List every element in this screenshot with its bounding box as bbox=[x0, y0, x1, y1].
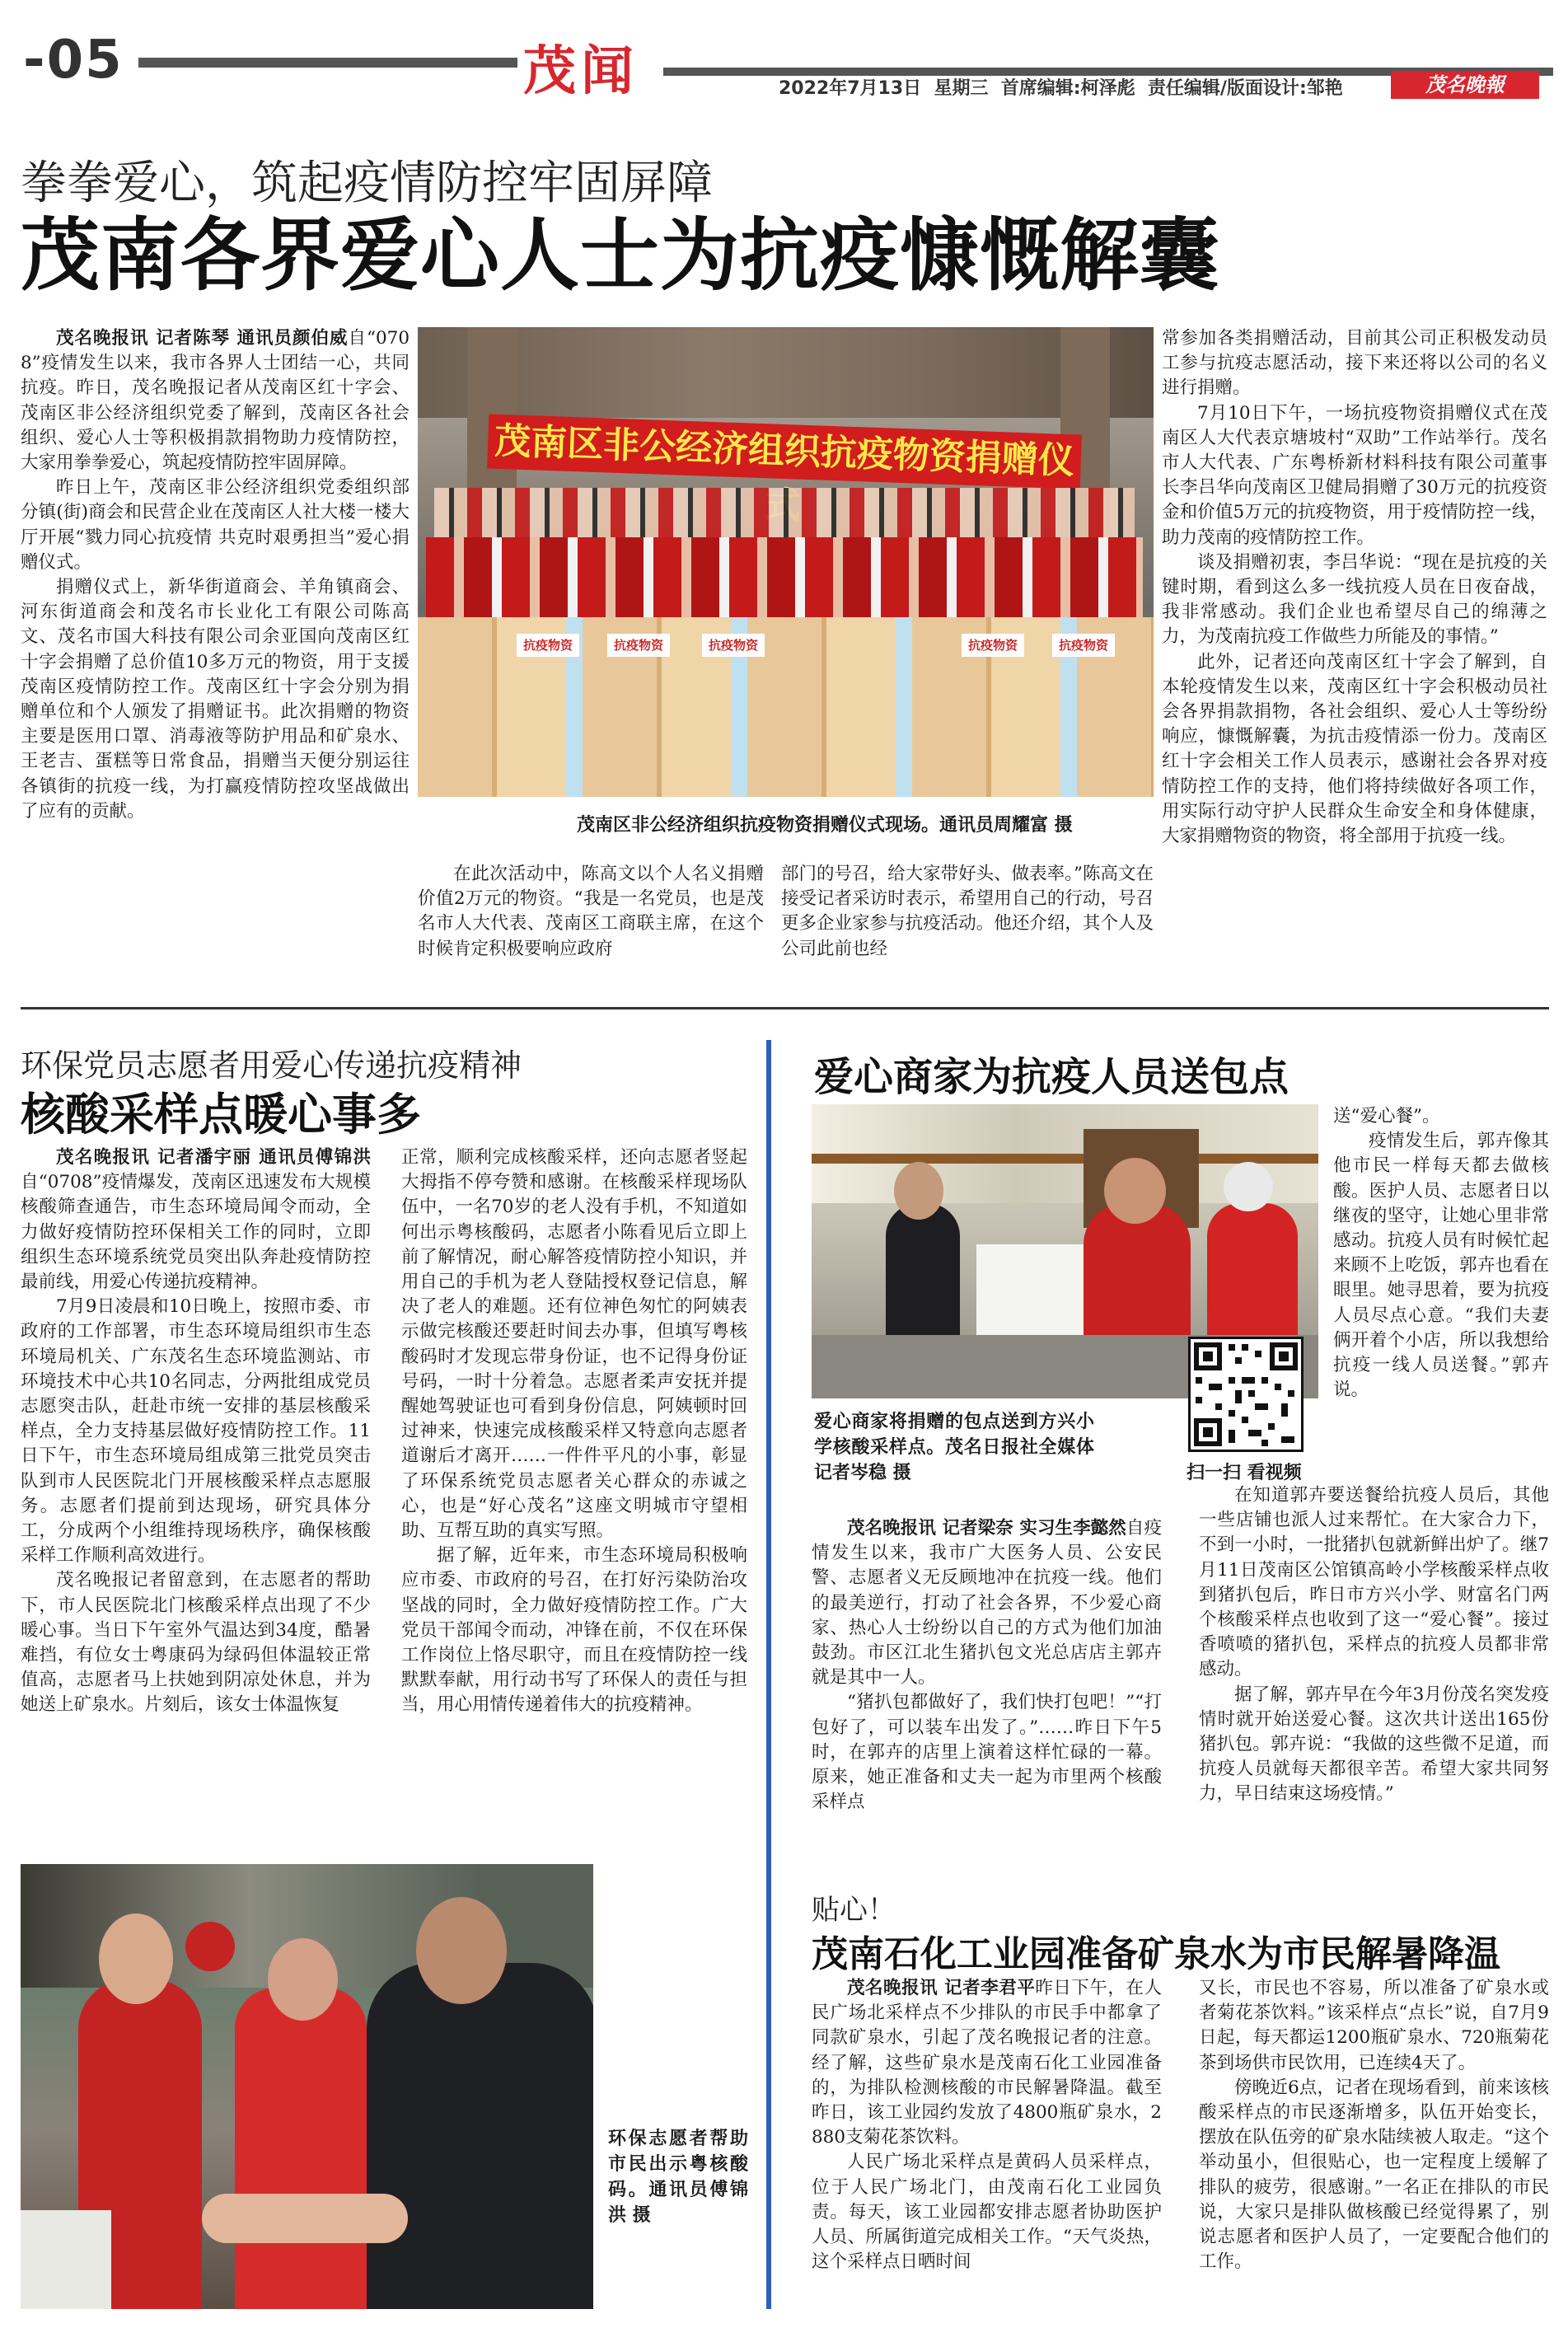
article1-col3 bbox=[781, 862, 1154, 962]
qr-label: 扫一扫 看视频 bbox=[1187, 1463, 1302, 1483]
box-label-1: 抗疫物资 bbox=[517, 634, 579, 657]
article2-byline: 茂名晚报讯 记者潘宇丽 通讯员傅锦洪 bbox=[56, 1147, 371, 1168]
article2-photo bbox=[21, 1864, 593, 2309]
divider-top bbox=[21, 1007, 1549, 1009]
article1-photo bbox=[418, 327, 1154, 797]
article4-col1-p1: 昨日下午，在人民广场北采样点不少排队的市民手中都拿了同款矿泉水，引起了茂名晚报记者的注意。经了解，这些矿泉水是茂南石化工业园准备的，为排队检测核酸的市民解暑降温。截至昨日，该工业园约发放了4800瓶矿泉水，2880支菊花茶饮料。 bbox=[812, 1978, 1162, 2148]
article2-headline: 核酸采样点暖心事多 bbox=[21, 1089, 421, 1141]
article3-headline: 爱心商家为抗疫人员送包点 bbox=[814, 1054, 1290, 1100]
article3-right-col-lower bbox=[1199, 1483, 1549, 1807]
article2-col1-p1: 自“0708”疫情爆发，茂南区迅速发布大规模核酸筛查通告，市生态环境局闻令而动，全力做好疫情防控环保相关工作的同时，立即组织生态环境系统党员突出队奔赴疫情防控最前线，用爱心传递抗疫精神。 bbox=[21, 1172, 371, 1293]
article3-right-col bbox=[1333, 1104, 1549, 1403]
article3-photo-caption: 爱心商家将捐赠的包点送到方兴小学核酸采样点。茂名日报社全媒体记者岑稳 摄 bbox=[814, 1412, 1094, 1483]
article1-col4 bbox=[1162, 326, 1547, 849]
article1-col2-text: 在此次活动中，陈高文以个人名义捐赠价值2万元的物资。“我是一名党员，也是茂名市人大代表、茂南区工商联主席，在这个时候肯定积极要响应政府 bbox=[418, 864, 764, 959]
article2-col2 bbox=[401, 1145, 747, 1718]
article1-col1-p3: 捐赠仪式上，新华街道商会、羊角镇商会、河东街道商会和茂名市长业化工有限公司陈高文、茂名市国大科技有限公司余亚国向茂南区红十字会捐赠了总价值10多万元的物资，用于支援茂南区疫情防控工作。茂南区红十字会分别为捐赠单位和个人颁发了捐赠证书。此次捐赠的物资主要是医用口罩、消毒液等防护用品和矿泉水、王老吉、蛋糕等日常食品，捐赠当天便分别运往各镇街的抗疫一线，为打赢疫情防控攻坚战做出了应有的贡献。 bbox=[21, 577, 410, 822]
article1-col4-p4: 此外，记者还向茂南区红十字会了解到，自本轮疫情发生以来，茂南区红十字会积极动员社会各界捐款捐物，各社会组织、爱心人士等纷纷响应，慷慨解囊，为抗击疫情添一份力。茂南区红十字会相关工作人员表示，感谢社会各界对疫情防控工作的支持，他们将持续做好各项工作，用实际行动守护人民群众生命安全和身体健康，大家捐赠物资的物资，将全部用于抗疫一线。 bbox=[1162, 651, 1547, 847]
box-label-3: 抗疫物资 bbox=[702, 634, 765, 657]
article2-col1-p2: 7月9日凌晨和10日晚上，按照市委、市政府的工作部署，市生态环境局组织市生态环境局机关、广东茂名生态环境监测站、市环境技术中心共10名同志，分两批组成党员志愿突击队，赶赴市统一安排的基层核酸采样点，全力支持基层做好疫情防控工作。11日下午，市生态环境局组成第三批党员突击队到市人民医院北门开展核酸采样点志愿服务。志愿者们提前到达现场，研究具体分工，分成两个小组维持现场秩序，确保核酸采样工作顺利高效进行。 bbox=[21, 1296, 371, 1567]
article3-right-p0: 送“爱心餐”。 bbox=[1333, 1106, 1440, 1127]
article1-kicker: 拳拳爱心，筑起疫情防控牢固屏障 bbox=[21, 157, 713, 210]
article1-col1-p1: 自“0708”疫情发生以来，我市各界人士团结一心，共同抗疫。昨日，茂名晚报记者从茂南区红十字会、茂南区非公经济组织党委了解到，茂南区各社会组织、爱心人士等积极捐款捐物助力疫情防控，大家用拳拳爱心，筑起疫情防控牢固屏障。 bbox=[21, 328, 410, 474]
article2-kicker: 环保党员志愿者用爱心传递抗疫精神 bbox=[21, 1047, 522, 1084]
page-number: -05 bbox=[23, 30, 124, 91]
box-label-5: 抗疫物资 bbox=[1052, 634, 1115, 657]
article1-col4-p3: 谈及捐赠初衷，李吕华说：“现在是抗疫的关键时期，看到这么多一线抗疫人员在日夜奋战，我非常感动。我们企业也希望尽自己的绵薄之力，为茂南抗疫工作做些力所能及的事情。” bbox=[1162, 551, 1547, 648]
article3-byline: 茂名晚报讯 记者梁奈 实习生李懿然 bbox=[847, 1518, 1126, 1539]
article1-col3-text: 部门的号召，给大家带好头、做表率。”陈高文在接受记者采访时表示，希望用自己的行动，号召更多企业家参与抗疫活动。他还介绍，其个人及公司此前也经 bbox=[781, 864, 1154, 959]
article4-col2-p1: 又长，市民也不容易，所以准备了矿泉水或者菊花茶饮料。”该采样点“点长”说，自7月9日起，每天都运1200瓶矿泉水、720瓶菊花茶到场供市民饮用，已连续4天了。 bbox=[1199, 1978, 1549, 2073]
qr-code-icon[interactable] bbox=[1188, 1337, 1304, 1452]
article1-col2 bbox=[418, 862, 764, 962]
article1-photo-caption: 茂南区非公经济组织抗疫物资捐赠仪式现场。通讯员周耀富 摄 bbox=[577, 815, 1073, 836]
article1-col1-p2: 昨日上午，茂南区非公经济组织党委组织部分镇(街)商会和民营企业在茂南区人社大楼一楼大厅开展“戮力同心抗疫情 共克时艰勇担当”爱心捐赠仪式。 bbox=[21, 477, 410, 573]
masthead-logo: 茂名晚報 bbox=[1391, 71, 1539, 99]
article1-col4-p2: 7月10日下午，一场抗疫物资捐赠仪式在茂南区人大代表京塘坡村“双助”工作站举行。茂名市人大代表、广东粤桥新材料科技有限公司董事长李吕华向茂南区卫健局捐赠了30万元的抗疫资金和价值5万元的抗疫物资，用于疫情防控一线，助力茂南的疫情防控工作。 bbox=[1162, 402, 1547, 548]
article1-col4-p1: 常参加各类捐赠活动，目前其公司正积极发动员工参与抗疫志愿活动，接下来还将以公司的名义进行捐赠。 bbox=[1162, 328, 1547, 399]
article3-right-p3: 据了解，郭卉早在今年3月份茂名突发疫情时就开始送爱心餐。这次共计送出165份猪扒包。郭卉说：“我做的这些微不足道，而抗疫人员就每天都很辛苦。希望大家共同努力，早日结束这场疫情。” bbox=[1199, 1684, 1549, 1805]
article4-kicker: 贴心！ bbox=[812, 1894, 896, 1927]
box-label-2: 抗疫物资 bbox=[607, 634, 670, 657]
article3-left-p2: “猪扒包都做好了，我们快打包吧！”“打包好了，可以装车出发了。”……昨日下午5时，在郭卉的店里上演着这样忙碌的一幕。原来，她正准备和丈夫一起为市里两个核酸采样点 bbox=[812, 1692, 1162, 1813]
photo-banner: 茂南区非公经济组织抗疫物资捐赠仪式 bbox=[487, 414, 1082, 489]
divider-vertical bbox=[766, 1040, 771, 2309]
article2-col1-p3: 茂名晚报记者留意到，在志愿者的帮助下，市人民医院北门核酸采样点出现了不少暖心事。当日下午室外气温达到34度，酷暑难挡，有位女士粤康码为绿码但体温较正常值高，志愿者马上扶她到阴凉处休息，并为她送上矿泉水。片刻后，该女士体温恢复 bbox=[21, 1570, 371, 1716]
article3-right-p1: 疫情发生后，郭卉像其他市民一样每天都去做核酸。医护人员、志愿者日以继夜的坚守，让她心里非常感动。抗疫人员有时候忙起来顾不上吃饭，郭卉也看在眼里。她寻思着，要为抗疫人员尽点心意。“我们夫妻俩开着个小店，所以我想给抗疫一线人员送餐。”郭卉说。 bbox=[1333, 1131, 1549, 1401]
article4-headline: 茂南石化工业园准备矿泉水为市民解暑降温 bbox=[812, 1933, 1500, 1975]
article2-col1 bbox=[21, 1145, 371, 1718]
article1-col1 bbox=[21, 326, 410, 824]
article4-col2 bbox=[1199, 1976, 1549, 2274]
box-label-4: 抗疫物资 bbox=[962, 634, 1024, 657]
article2-col2-p1: 正常，顺利完成核酸采样，还向志愿者竖起大拇指不停夸赞和感谢。在核酸采样现场队伍中，一名70岁的老人没有手机，不知道如何出示粤核酸码，志愿者小陈看见后立即上前了解情况，耐心解答疫情防控小知识，并用自己的手机为老人登陆授权登记信息，解决了老人的难题。还有位神色匆忙的阿姨表示做完核酸还要赶时间去办事，但填写粤核酸码时才发现忘带身份证，也不记得身份证号码，一时十分着急。志愿者柔声安抚并提醒她驾驶证也可看到身份信息，阿姨顿时回过神来，快速完成核酸采样又特意向志愿者道谢后才离开……一件件平凡的小事，彰显了环保系统党员志愿者关心群众的赤诚之心，也是“好心茂名”这座文明城市守望相助、互帮互助的真实写照。 bbox=[401, 1147, 747, 1542]
article4-col1 bbox=[812, 1976, 1162, 2274]
article4-byline: 茂名晚报讯 记者李君平 bbox=[847, 1978, 1036, 1998]
article3-left-col bbox=[812, 1516, 1162, 1815]
article4-col2-p2: 傍晚近6点，记者在现场看到，前来该核酸采样点的市民逐渐增多，队伍开始变长，摆放在队伍旁的矿泉水陆续被人取走。“这个举动虽小，但很贴心，也一定程度上缓解了排队的疲劳，很感谢。”一名正在排队的市民说，大家只是排队做核酸已经觉得累了，别说志愿者和医护人员了，一定要配合他们的工作。 bbox=[1199, 2077, 1549, 2273]
article2-col2-p2: 据了解，近年来，市生态环境局积极响应市委、市政府的号召，在打好污染防治攻坚战的同时，全力做好疫情防控工作。广大党员干部闻令而动，冲锋在前，不仅在环保工作岗位上恪尽职守，而且在疫情防控一线默默奉献，用行动书写了环保人的责任与担当，用心用情传递着伟大的抗疫精神。 bbox=[401, 1545, 747, 1716]
article3-left-p1: 自疫情发生以来，我市广大医务人员、公安民警、志愿者义无反顾地冲在抗疫一线。他们的最美逆行，打动了社会各界，不少爱心商家、热心人士纷纷以自己的方式为他们加油鼓劲。市区江北生猪扒包文光总店店主郭卉就是其中一人。 bbox=[812, 1518, 1162, 1689]
article4-col1-p2: 人民广场北采样点是黄码人员采样点，位于人民广场北门，由茂南石化工业园负责。每天，该工业园都安排志愿者协助医护人员、所属街道完成相关工作。“天气炎热，这个采样点日晒时间 bbox=[812, 2152, 1162, 2273]
article3-right-p2: 在知道郭卉要送餐给抗疫人员后，其他一些店铺也派人过来帮忙。在大家合力下，不到一小时，一批猪扒包就新鲜出炉了。继7月11日茂南区公馆镇高岭小学核酸采样点收到猪扒包后，昨日市方兴小学、财富名门两个核酸采样点也收到了这一“爱心餐”。接过香喷喷的猪扒包，采样点的抗疫人员都非常感动。 bbox=[1199, 1485, 1549, 1680]
article2-photo-caption: 环保志愿者帮助市民出示粤核酸码。通讯员傅锦洪 摄 bbox=[608, 2129, 748, 2226]
article1-byline: 茂名晚报讯 记者陈琴 通讯员颜伯威 bbox=[56, 328, 349, 349]
article1-headline: 茂南各界爱心人士为抗疫慷慨解囊 bbox=[21, 209, 1219, 302]
header-rule-left bbox=[138, 58, 517, 68]
section-title: 茂闻 bbox=[523, 41, 639, 102]
issue-info: 2022年7月13日 星期三 首席编辑:柯泽彪 责任编辑/版面设计:邹艳 bbox=[779, 78, 1343, 99]
